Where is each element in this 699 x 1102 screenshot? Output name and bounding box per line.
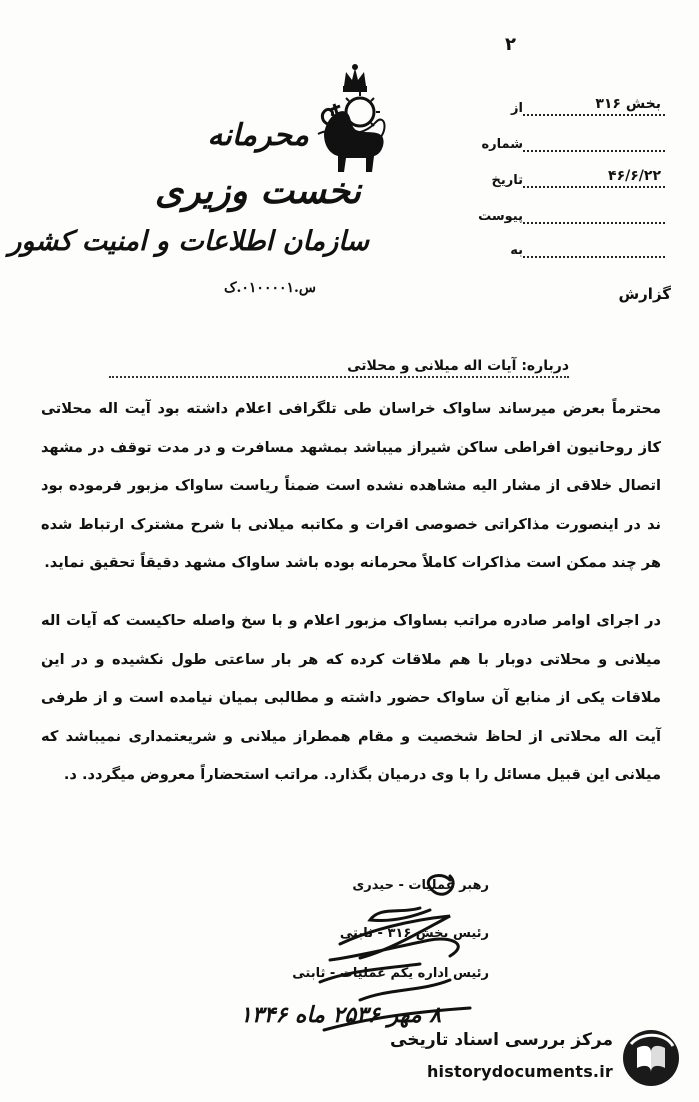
to-field	[469, 232, 669, 258]
watermark	[391, 1028, 681, 1088]
attachment-label: پیوست	[478, 209, 523, 224]
number-label: شماره	[481, 137, 523, 152]
classification-label: محرمانه	[207, 118, 309, 153]
subject-line: درباره: آیات اله میلانی و محلاتی	[109, 358, 569, 378]
signature-line-operations-leader: رهبر عملیات - حیدری	[352, 878, 489, 893]
body-paragraph-1: محترماً بعرض میرساند ساواک خراسان طی تلگرافی اعلام داشته بود آیت اله محلاتی کاز روحانیون افراطی ساکن شیراز میباشد بمشهد مسافرت و در مدت توقف در مشهد اتصال خلاقی از مشار الیه مشاهده نشده است ضمناً ریاست ساواک مزبور فرموده بود ند در اینصورت مذاکراتی خصوصی اقرات و مکاتبه میلانی با شرح مشترک ارتباط شده هر چند ممکن است مذاکرات کاملاً محرمانه بوده باشد ساواک مشهد دقیقاً تحقیق نماید.	[41, 400, 661, 572]
page-number: ۲	[505, 34, 516, 55]
attachment-field	[469, 198, 669, 224]
to-label: به	[510, 243, 523, 258]
date-label: تاریخ	[491, 173, 523, 188]
from-value: بخش ۳۱۶	[595, 96, 661, 112]
watermark-title: مرکز بررسی اسناد تاریخی	[390, 1030, 613, 1050]
date-field	[469, 162, 669, 188]
from-field	[469, 90, 669, 116]
signature-line-section-head: رئیس بخش ۳۱۶ - ثابتی	[339, 926, 489, 941]
date-value: ۴۶/۶/۲۲	[608, 168, 661, 184]
body-paragraph-2: در اجرای اوامر صادره مراتب بساواک مزبور اعلام و با سخ واصله حاکیست که آیات اله میلانی و محلاتی دوبار با هم ملاقات کرده که هر بار ساعتی طول نکشیده و در این ملاقات یکی از منابع آن ساواک حضور داشته و مطالبی بمیان نیامده است و از طرفی آیت اله محلاتی از لحاظ شخصیت و مقام همطراز میلانی و شریعتمداری نمیباشد که میلانی این قبیل مسائل را با وی درمیان بگذارد. مراتب استحضاراً معروض میگردد. د.	[41, 612, 661, 784]
signature-line-department-head: رئیس اداره یکم عملیات - ثابتی	[292, 966, 489, 981]
organization-name: سازمان اطلاعات و امنیت کشور	[8, 226, 369, 257]
form-code: س.۰۱۰۰۰۰۱.ک	[223, 280, 316, 296]
number-field	[469, 126, 669, 152]
office-name: نخست وزیری	[154, 170, 361, 212]
from-label: از	[511, 101, 523, 116]
handwritten-date-note: ۸ مهر ۲۵۳۶ ماه ۱۳۴۶	[240, 1002, 442, 1028]
report-label: گزارش	[618, 285, 671, 303]
lion-and-sun-emblem-icon	[316, 64, 394, 182]
watermark-url: historydocuments.ir	[426, 1062, 613, 1081]
book-logo-icon	[621, 1028, 681, 1088]
